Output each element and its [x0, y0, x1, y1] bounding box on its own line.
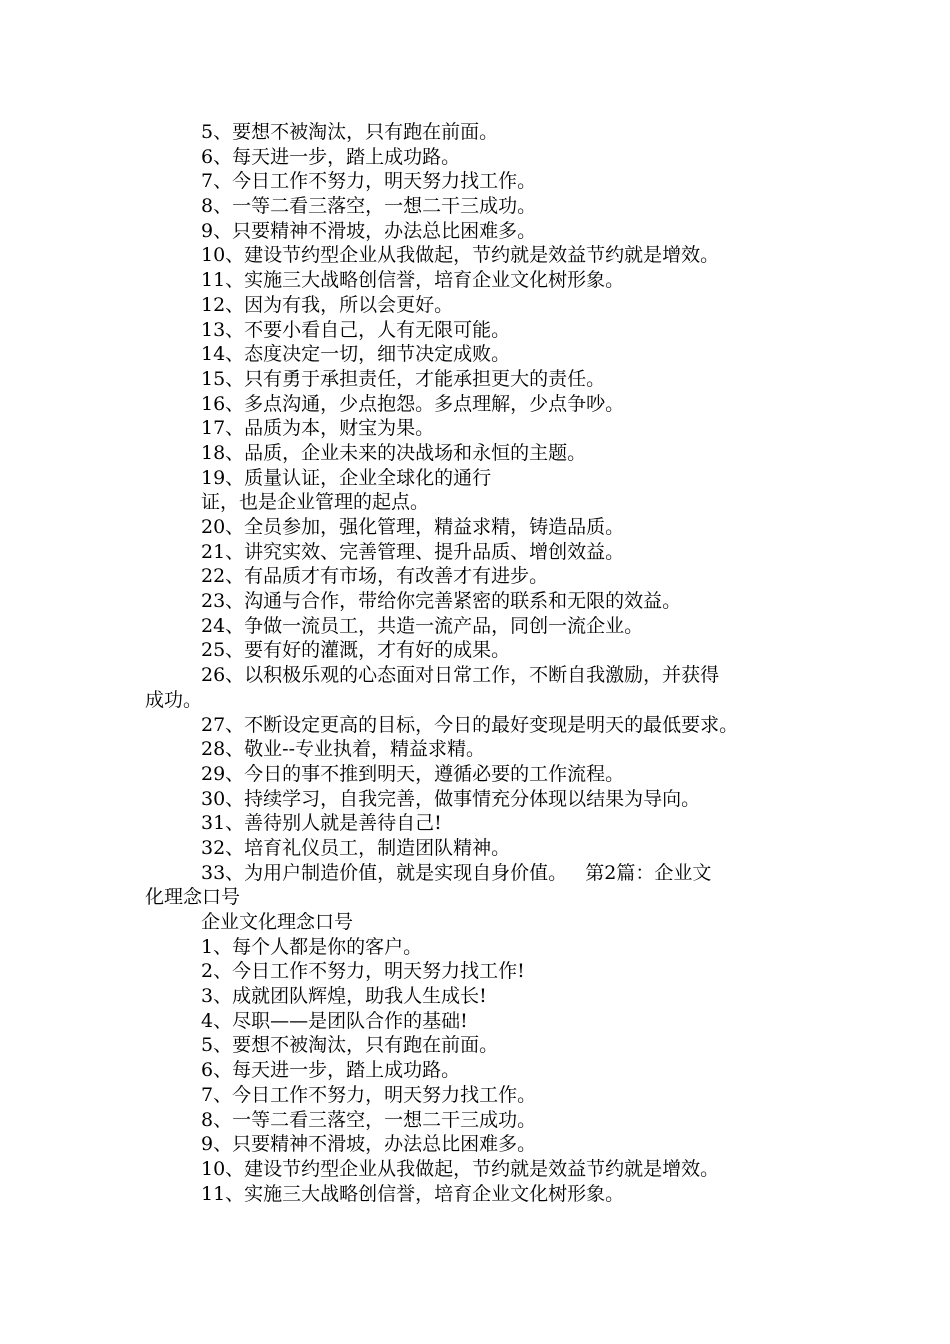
- text-line: 14、态度决定一切，细节决定成败。: [201, 343, 511, 366]
- text-line: 20、全员参加，强化管理，精益求精，铸造品质。: [201, 516, 625, 538]
- text-line: 9、只要精神不滑坡，办法总比困难多。: [201, 1133, 537, 1156]
- text-line: 18、品质，企业未来的决战场和永恒的主题。: [201, 441, 587, 464]
- text-line: 证，也是企业管理的起点。: [201, 491, 430, 514]
- text-line: 3、成就团队辉煌，助我人生成长!: [201, 985, 487, 1008]
- text-line: 25、要有好的灌溉，才有好的成果。: [201, 639, 511, 662]
- text-line: 9、只要精神不滑坡，办法总比困难多。: [201, 219, 537, 242]
- text-line: 19、质量认证，企业全球化的通行: [201, 466, 492, 489]
- text-line: 11、实施三大战略创信誉，培育企业文化树形象。: [201, 1182, 625, 1205]
- text-line: 化理念口号: [145, 886, 241, 909]
- text-line: 26、以积极乐观的心态面对日常工作，不断自我激励，并获得: [201, 664, 720, 687]
- text-line: 7、今日工作不努力，明天努力找工作。: [201, 170, 537, 193]
- text-line: 企业文化理念口号: [201, 911, 354, 933]
- text-line: 22、有品质才有市场，有改善才有进步。: [201, 565, 549, 588]
- text-line: 10、建设节约型企业从我做起，节约就是效益节约就是增效。: [201, 244, 720, 267]
- text-line: 5、要想不被淘汰，只有跑在前面。: [201, 1034, 499, 1057]
- text-line: 24、争做一流员工，共造一流产品，同创一流企业。: [201, 614, 644, 637]
- text-line: 11、实施三大战略创信誉，培育企业文化树形象。: [201, 269, 625, 292]
- text-line: 成功。: [145, 688, 203, 711]
- text-line: 5、要想不被淘汰，只有跑在前面。: [201, 121, 499, 143]
- text-line: 30、持续学习，自我完善，做事情充分体现以结果为导向。: [201, 787, 701, 810]
- document-body: [145, 120, 815, 1206]
- text-line: 29、今日的事不推到明天，遵循必要的工作流程。: [201, 762, 625, 785]
- text-line: 8、一等二看三落空，一想二干三成功。: [201, 195, 537, 218]
- text-line: 8、一等二看三落空，一想二干三成功。: [201, 1108, 537, 1131]
- text-line: 28、敬业--专业执着，精益求精。: [201, 738, 486, 761]
- text-line: 4、尽职——是团队合作的基础!: [201, 1009, 468, 1032]
- text-line: 7、今日工作不努力，明天努力找工作。: [201, 1083, 537, 1106]
- text-line: 31、善待别人就是善待自己!: [201, 812, 442, 835]
- text-line: 21、讲究实效、完善管理、提升品质、增创效益。: [201, 540, 625, 563]
- text-line: 32、培育礼仪员工，制造团队精神。: [201, 836, 511, 859]
- text-line: 23、沟通与合作，带给你完善紧密的联系和无限的效益。: [201, 590, 682, 613]
- text-line: 33、为用户制造价值，就是实现自身价值。 第2篇：企业文: [201, 861, 712, 884]
- text-line: 1、每个人都是你的客户。: [201, 935, 423, 958]
- text-line: 10、建设节约型企业从我做起，节约就是效益节约就是增效。: [201, 1157, 720, 1180]
- text-line: 12、因为有我，所以会更好。: [201, 293, 454, 316]
- text-line: 6、每天进一步，踏上成功路。: [201, 145, 461, 168]
- text-line: 15、只有勇于承担责任，才能承担更大的责任。: [201, 367, 606, 390]
- text-line: 27、不断设定更高的目标，今日的最好变现是明天的最低要求。: [201, 713, 739, 736]
- text-line: 2、今日工作不努力，明天努力找工作!: [201, 960, 525, 983]
- text-line: 17、品质为本，财宝为果。: [201, 417, 435, 440]
- text-line: 16、多点沟通，少点抱怨。多点理解，少点争吵。: [201, 392, 625, 415]
- text-line: 13、不要小看自己，人有无限可能。: [201, 318, 511, 341]
- text-line: 6、每天进一步，踏上成功路。: [201, 1059, 461, 1082]
